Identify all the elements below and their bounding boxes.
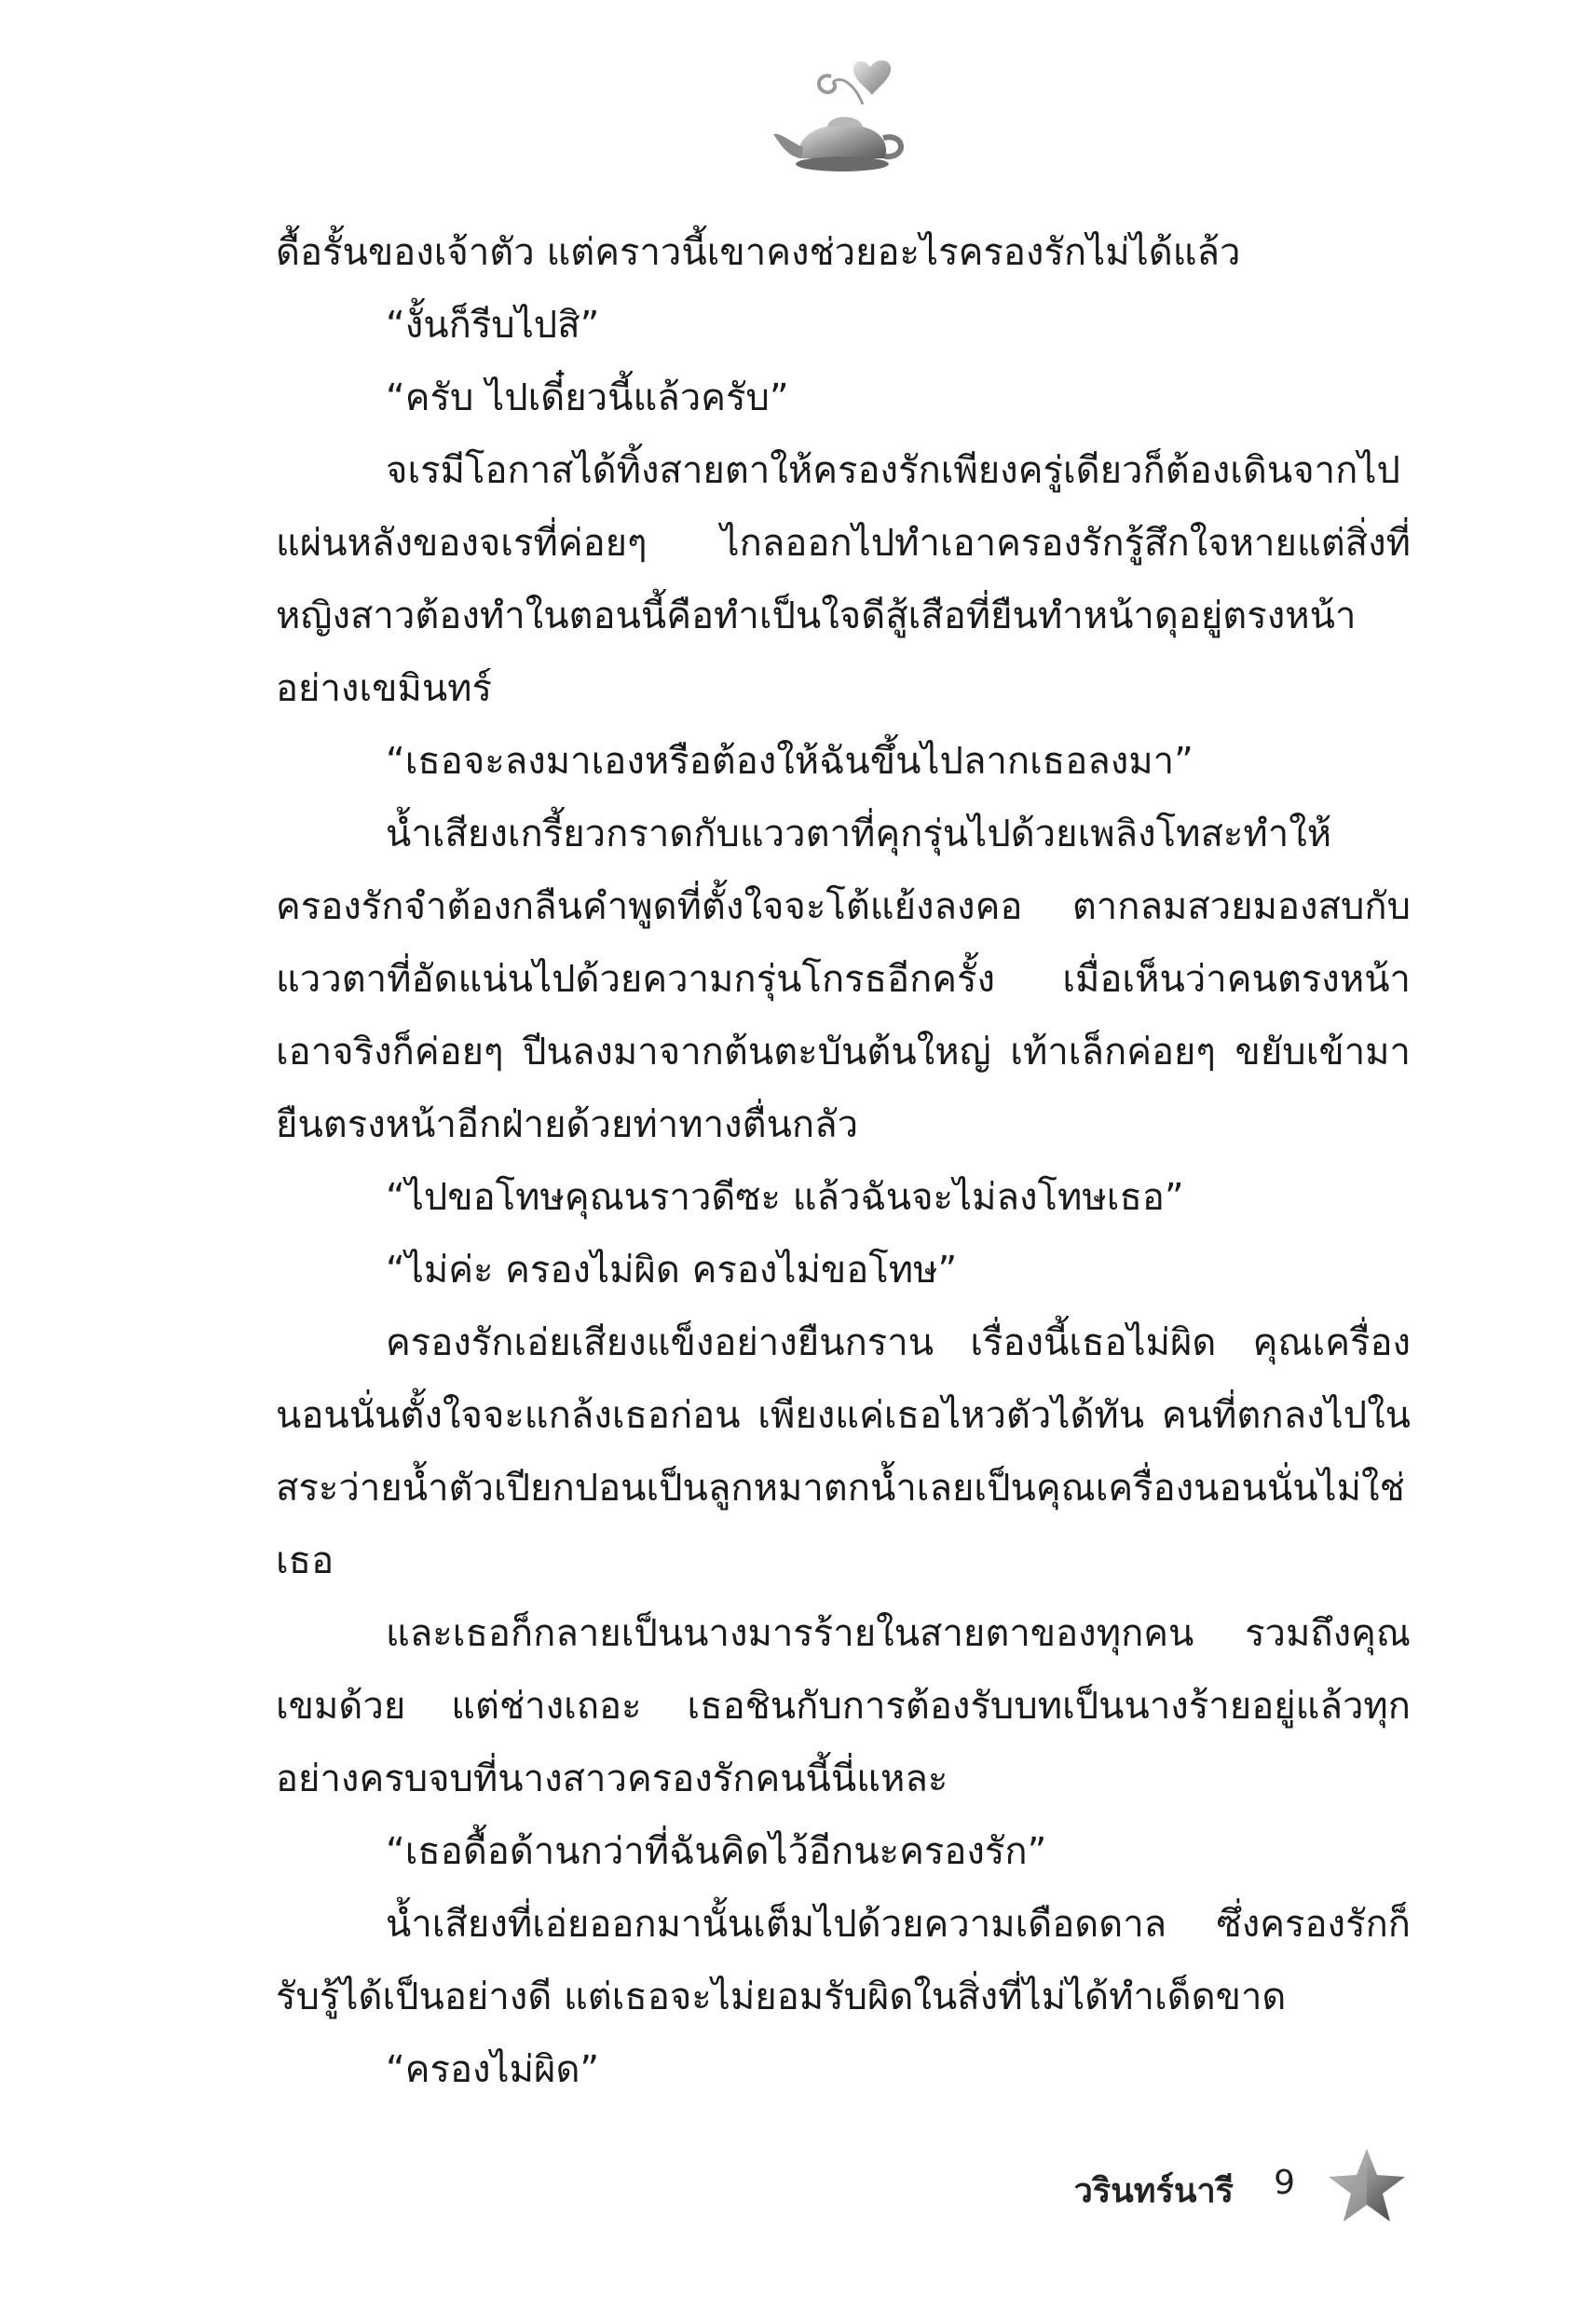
teapot-ornament-icon — [766, 48, 915, 188]
paragraph: น้ำเสียงที่เอ่ยออกมานั้นเต็มไปด้วยความเดือดดาล ซึ่งครองรักก็รับรู้ได้เป็นอย่างดี แต่เธอจะไม่ยอมรับผิดในสิ่งที่ไม่ได้ทำเด็ดขาด — [276, 1903, 1411, 2018]
paragraph: และเธอก็กลายเป็นนางมารร้ายในสายตาของทุกคน รวมถึงคุณเขมด้วย แต่ช่างเถอะ เธอชินกับการต้องรับบทเป็นนางร้ายอยู่แล้วทุกอย่างครบจบที่นางสาวครองรักคนนี้นี่แหละ — [276, 1612, 1411, 1800]
page-number: 9 — [1274, 2164, 1295, 2202]
paragraph: “ครับ ไปเดี๋ยวนี้แล้วครับ” — [386, 376, 789, 419]
body-text — [276, 216, 1411, 2106]
paragraph: “งั้นก็รีบไปสิ” — [386, 304, 600, 347]
paragraph: ดื้อรั้นของเจ้าตัว แต่คราวนี้เขาคงช่วยอะไรครองรักไม่ได้แล้ว — [276, 231, 1241, 274]
page-footer — [1062, 2143, 1416, 2227]
paragraph: จเรมีโอกาสได้ทิ้งสายตาให้ครองรักเพียงครู่เดียวก็ต้องเดินจากไป แผ่นหลังของจเรที่ค่อยๆ ไกลออกไปทำเอาครองรักรู้สึกใจหายแต่สิ่งที่หญิงสาวต้องทำในตอนนี้คือทำเป็นใจดีสู้เสือที่ยืนทำหน้าดุอยู่ตรงหน้าอย่างเขมินทร์ — [276, 449, 1411, 710]
book-title: วรินทร์นารี — [1073, 2172, 1234, 2210]
paragraph: “ไม่ค่ะ ครองไม่ผิด ครองไม่ขอโทษ” — [386, 1249, 958, 1292]
paragraph: “ครองไม่ผิด” — [386, 2048, 600, 2091]
star-icon — [1325, 2143, 1409, 2227]
paragraph: ครองรักเอ่ยเสียงแข็งอย่างยืนกราน เรื่องนี้เธอไม่ผิด คุณเครื่องนอนนั่นตั้งใจจะแกล้งเธอก่อน เพียงแค่เธอไหวตัวได้ทัน คนที่ตกลงไปในสระว่ายน้ำตัวเปียกปอนเป็นลูกหมาตกน้ำเลยเป็นคุณเครื่องนอนนั่นไม่ใช่เธอ — [276, 1321, 1411, 1582]
paragraph: “เธอดื้อด้านกว่าที่ฉันคิดไว้อีกนะครองรัก” — [386, 1830, 1047, 1873]
paragraph: “ไปขอโทษคุณนราวดีซะ แล้วฉันจะไม่ลงโทษเธอ” — [386, 1176, 1184, 1219]
paragraph: น้ำเสียงเกรี้ยวกราดกับแววตาที่คุกรุ่นไปด้วยเพลิงโทสะทำให้ครองรักจำต้องกลืนคำพูดที่ตั้งใจจะโต้แย้งลงคอ ตากลมสวยมองสบกับแววตาที่อัดแน่นไปด้วยความกรุ่นโกรธอีกครั้ง เมื่อเห็นว่าคนตรงหน้าเอาจริงก็ค่อยๆ ปีนลงมาจากต้นตะบันต้นใหญ่ เท้าเล็กค่อยๆ ขยับเข้ามายืนตรงหน้าอีกฝ่ายด้วยท่าทางตื่นกลัว — [276, 813, 1411, 1146]
paragraph: “เธอจะลงมาเองหรือต้องให้ฉันขึ้นไปลากเธอลงมา” — [386, 740, 1194, 783]
